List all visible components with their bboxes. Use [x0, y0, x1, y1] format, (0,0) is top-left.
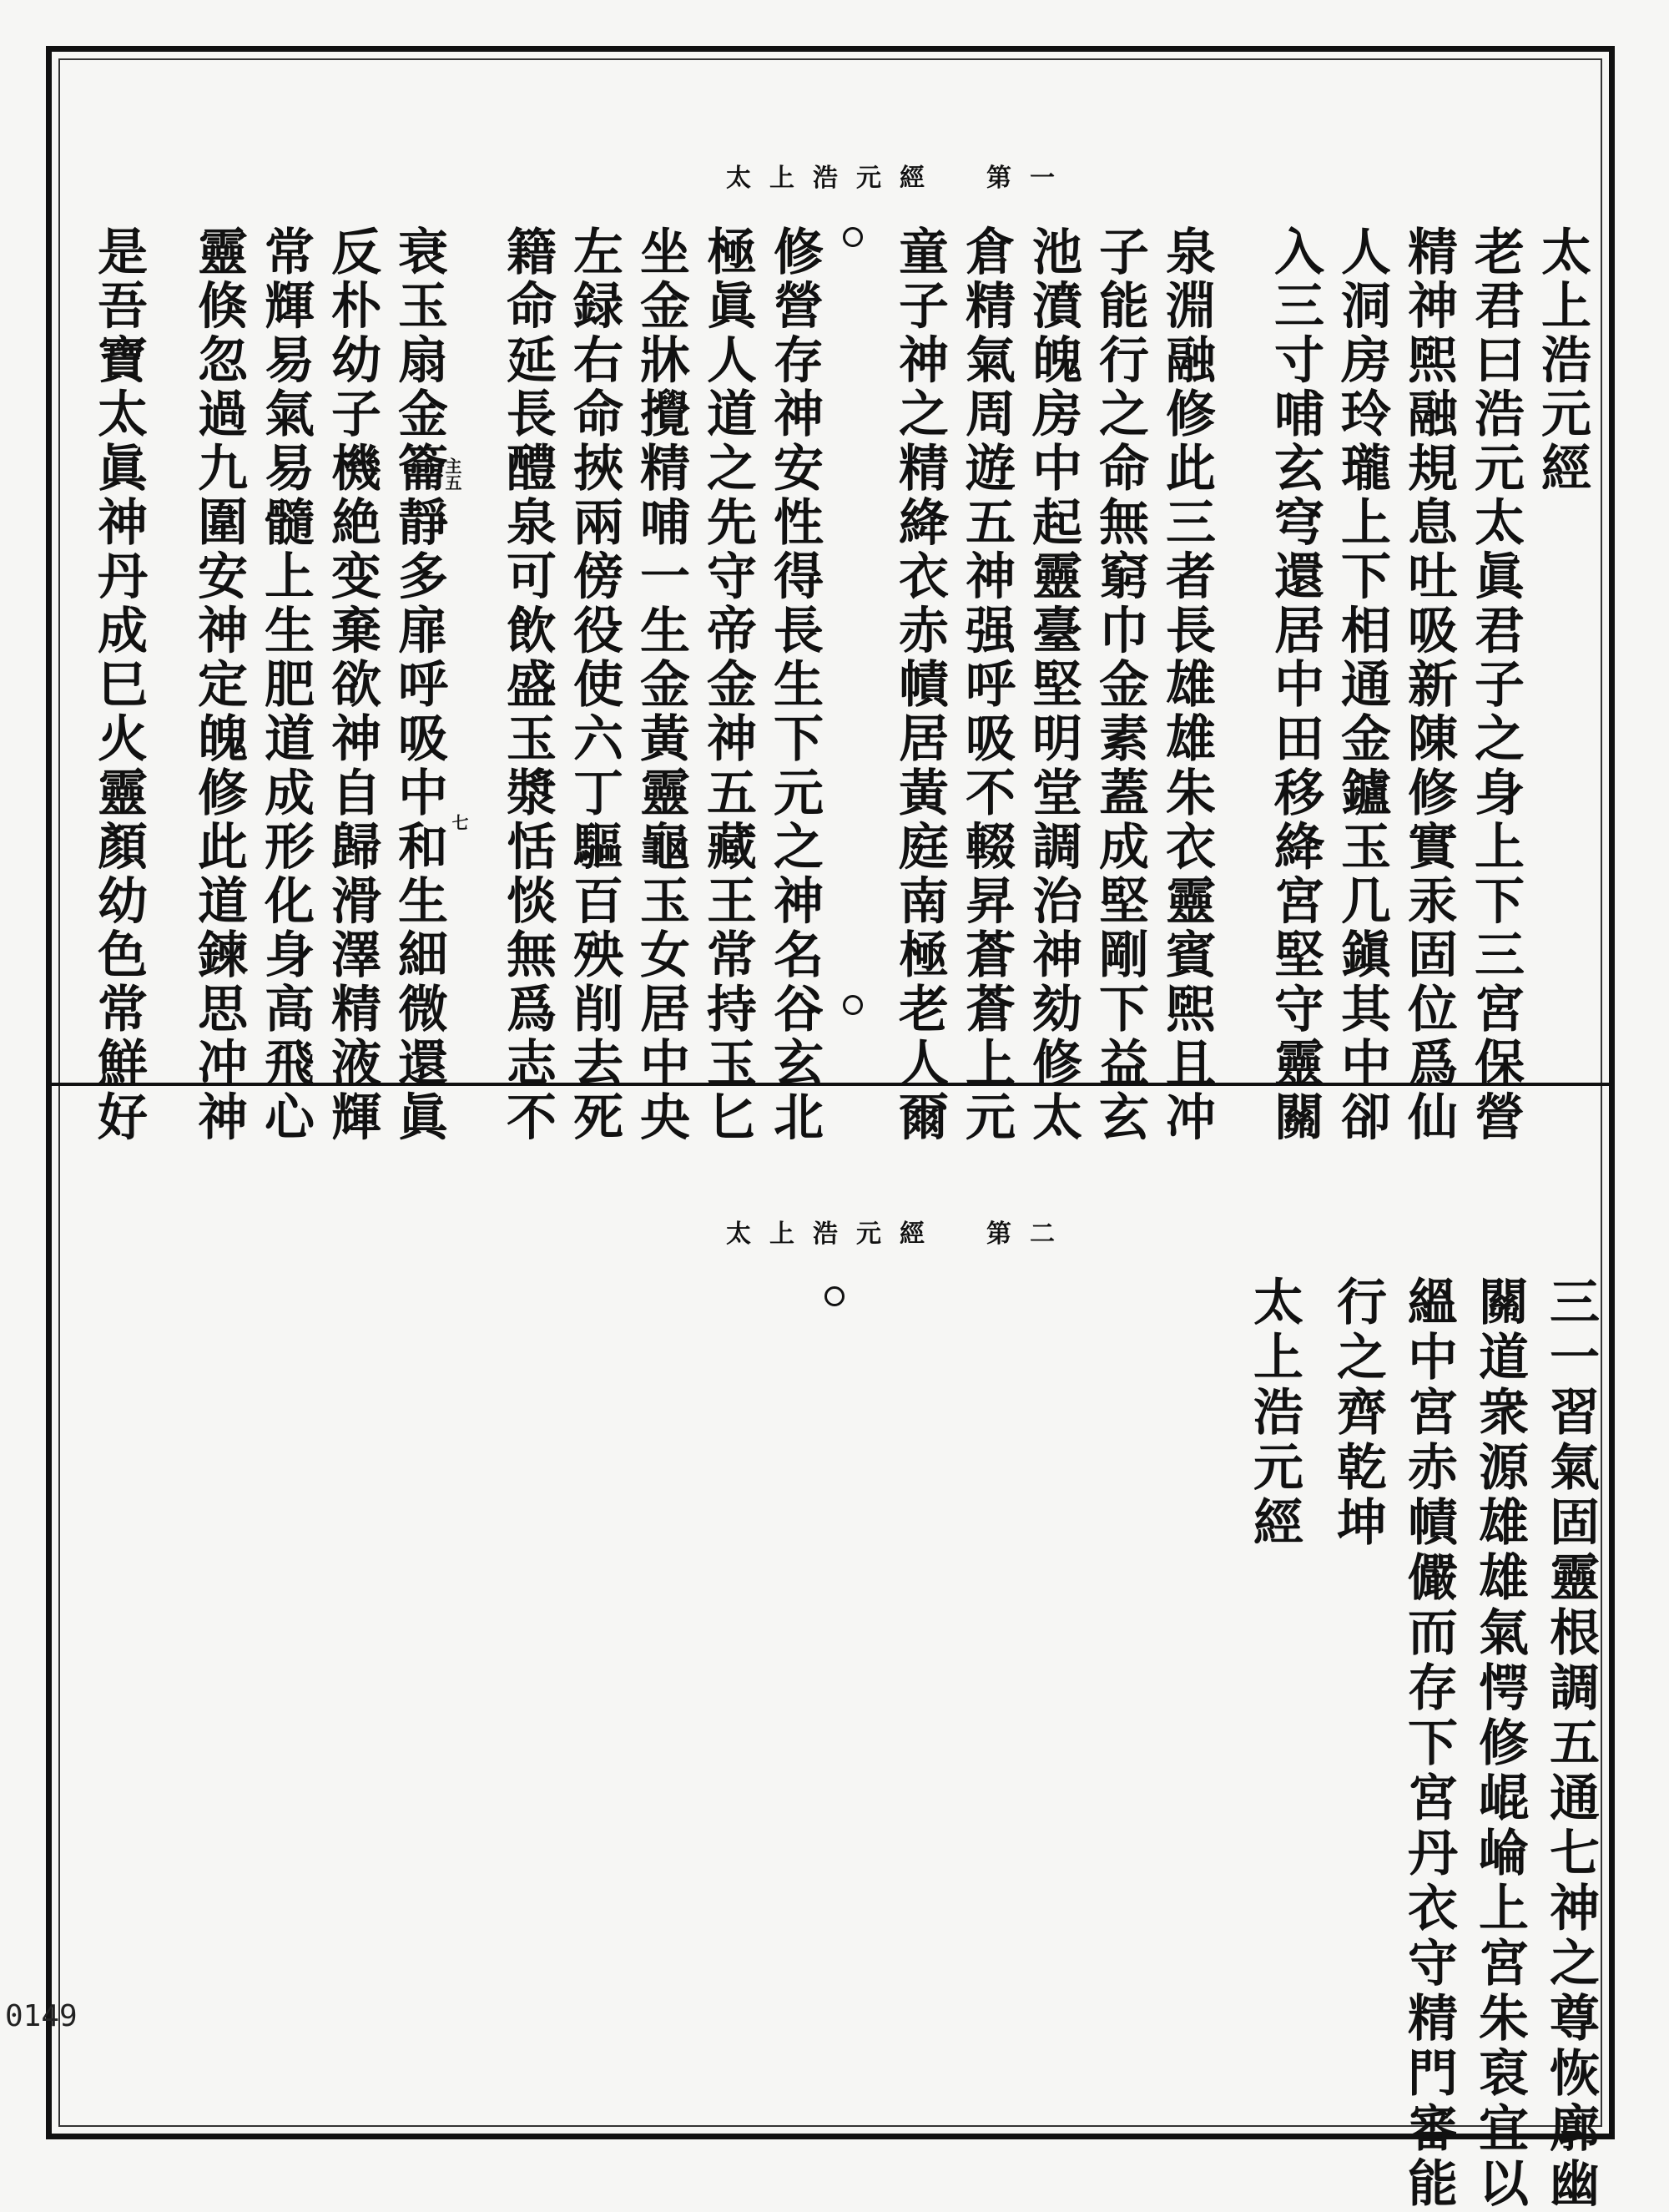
text-column: 倉精氣周遊五神强呼吸不輟昇蒼蒼上元: [957, 225, 1016, 1145]
text-column: 關道衆源雄雄氣愕修崐崘上宮朱裒宜以: [1470, 1275, 1529, 2212]
marginal-note: 七: [449, 814, 469, 831]
text-column: 入三寸哺玄穹還居中田移絳宮堅守靈關: [1266, 225, 1324, 1145]
text-column: 太上浩元經: [1533, 225, 1591, 496]
text-column: 衰玉扇金籥靜多扉呼吸中和生細微還眞: [390, 225, 448, 1145]
page-number: 0149: [5, 1999, 78, 2033]
text-column: 人洞房玲瓏上下相通金鑪玉几鎭其中卻: [1333, 225, 1391, 1145]
text-column: 泉淵融修此三者長雄雄朱衣靈賓煕且冲: [1157, 225, 1216, 1145]
text-column: 是吾寶太眞神丹成巳火靈顏幼色常鮮好: [89, 225, 148, 1145]
text-column: 子能行之命無窮巾金素蓋成堅剛下益玄: [1091, 225, 1149, 1145]
text-column: 行之齊乾坤: [1329, 1275, 1387, 1551]
upper-page-header: 太上浩元經 第一: [726, 164, 1073, 193]
text-column: 籍命延長醴泉可飲盛玉漿恬惔無爲志不: [498, 225, 557, 1145]
text-column: 童子神之精絳衣赤幘居黃庭南極老人爾: [890, 225, 949, 1145]
text-column: 反朴幼子機絶变棄欲神自歸滑澤精液輝: [323, 225, 381, 1145]
text-column: 左録右命挾兩傍役使六丁驅百殃削去死: [565, 225, 623, 1145]
lower-page-header: 太上浩元經 第二: [726, 1220, 1073, 1249]
text-column: 縕中宮赤幘儼而存下宮丹衣守精門審能: [1399, 1275, 1458, 2212]
text-column: 三一習氣固靈根調五通七神之尊恢廓幽: [1541, 1275, 1600, 2212]
text-column: 靈倏忽過九圍安神定魄修此道鍊思冲神: [189, 225, 248, 1145]
text-column: 太上浩元經: [1245, 1275, 1303, 1551]
text-column: 極眞人道之先守帝金神五藏王常持玉匕: [698, 225, 757, 1145]
text-column: 池濆魄房中起靈臺堅明堂調治神劾修太: [1024, 225, 1082, 1145]
text-column: 老君曰浩元太眞君子之身上下三宮保營: [1466, 225, 1525, 1145]
paragraph-circle-mark: [843, 995, 863, 1015]
text-column: 修營存神安性得長生下元之神名谷玄北: [765, 225, 824, 1145]
text-column: 精神煕融規息吐吸新陳修實汞固位爲仙: [1399, 225, 1458, 1145]
text-column: 坐金牀攪精哺一生金黃靈龜玉女居中央: [632, 225, 690, 1145]
text-column: 常輝易氣易髓上生肥道成形化身高飛心: [256, 225, 315, 1145]
paragraph-circle-mark: [843, 227, 863, 247]
paragraph-circle-mark: [824, 1286, 845, 1306]
marginal-note: 主五: [442, 457, 462, 491]
